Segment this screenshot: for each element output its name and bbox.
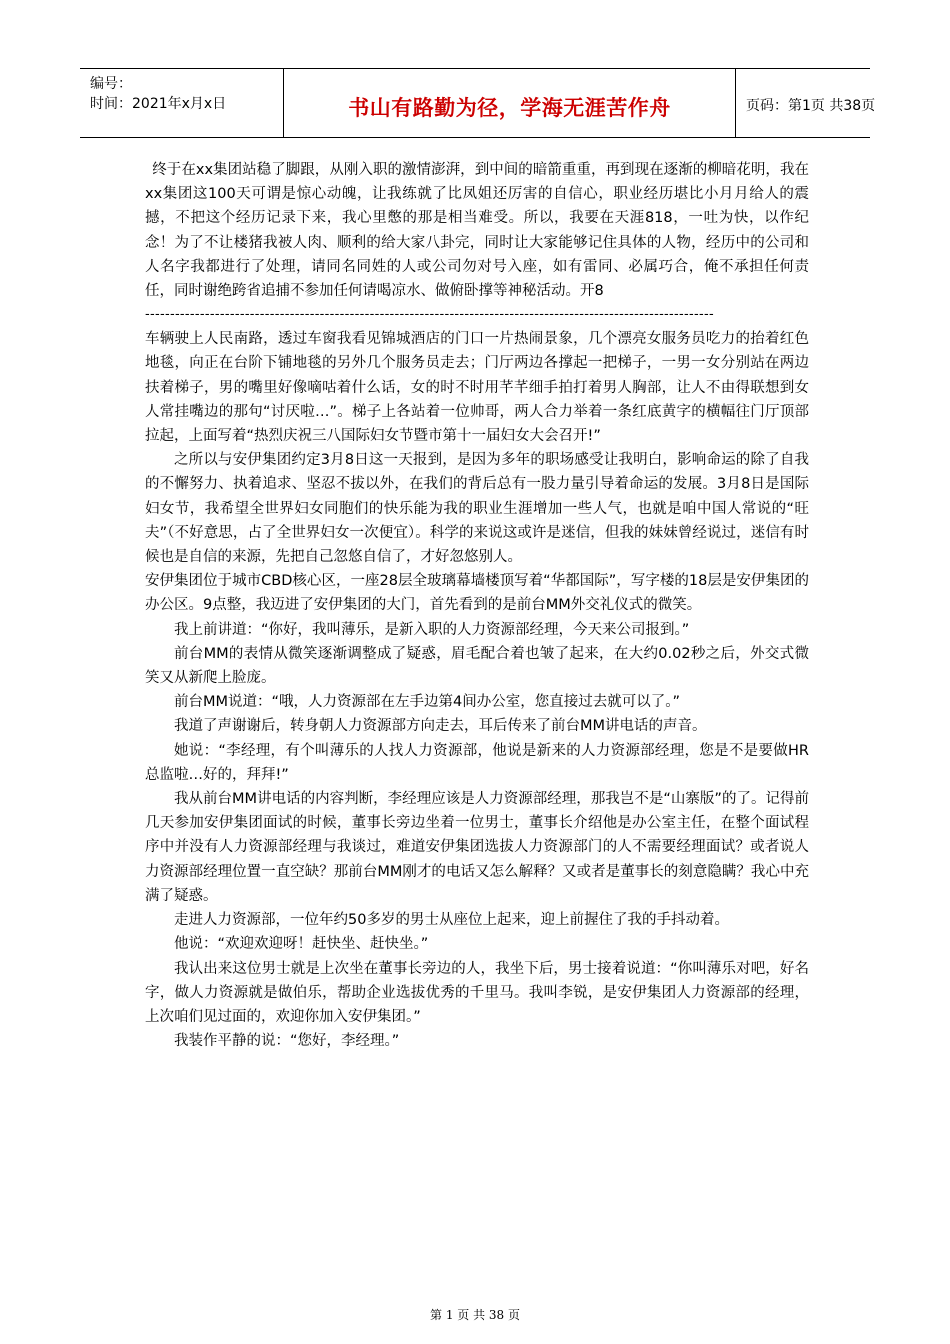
intro-paragraph: 终于在xx集团站稳了脚跟，从刚入职的激情澎湃，到中间的暗箭重重，再到现在逐渐的柳暗花明，我在xx集团这100天可谓是惊心动魄，让我练就了比凤姐还厉害的自信心，职业经历堪比小月月给人的震撼，不把这个经历记录下来，我心里憋的那是相当难受。所以，我要在天涯818，一吐为快，以作纪念！为了不让楼猪我被人肉、顺利的给大家八卦完，同时让大家能够记住具体的人物，经历中的公司和人名字我都进行了处理，请同名同姓的人或公司勿对号入座，如有雷同、必属巧合，俺不承担任何责任，同时谢绝跨省追捕不参加任何请喝凉水、做俯卧撑等神秘活动。开8 xyxy=(145,162,809,300)
header-left-cell xyxy=(80,69,283,137)
header-right-cell xyxy=(735,69,876,137)
paragraph-4: 我上前讲道：“你好，我叫薄乐，是新入职的人力资源部经理，今天来公司报到。” xyxy=(174,621,690,638)
page-header xyxy=(80,68,876,138)
paragraph-10: 走进人力资源部，一位年约50多岁的男士从座位上起来，迎上前握住了我的手抖动着。 xyxy=(174,912,729,929)
paragraph-7: 我道了声谢谢后，转身朝人力资源部方向走去，耳后传来了前台MM讲电话的声音。 xyxy=(174,718,707,735)
document-number-label: 编号： xyxy=(90,76,132,92)
document-date-label: 时间：2021年x月x日 xyxy=(90,96,227,112)
paragraph-13: 我装作平静的说：“您好，李经理。” xyxy=(174,1033,400,1050)
paragraph-6: 前台MM说道：“哦，人力资源部在左手边第4间办公室，您直接过去就可以了。” xyxy=(174,694,681,711)
paragraph-9: 我从前台MM讲电话的内容判断，李经理应该是人力资源部经理，那我岂不是“山寨版”的了。记得前几天参加安伊集团面试的时候，董事长旁边坐着一位男士，董事长介绍他是办公室主任，在整个面试程序中并没有人力资源部经理与我谈过，难道安伊集团选拔人力资源部门的人不需要经理面试？或者说人力资源部经理位置一直空缺？那前台MM刚才的电话又怎么解释？又或者是董事长的刻意隐瞒？我心中充满了疑惑。 xyxy=(145,791,809,904)
header-center-cell xyxy=(283,69,736,137)
paragraph-11: 他说：“欢迎欢迎呀！赶快坐、赶快坐。” xyxy=(174,936,429,953)
paragraph-2: 之所以与安伊集团约定3月8日这一天报到，是因为多年的职场感受让我明白，影响命运的除了自我的不懈努力、执着追求、坚忍不拔以外，在我们的背后总有一股力量引导着命运的发展。3月8日是国际妇女节，我希望全世界妇女同胞们的快乐能为我的职业生涯增加一些人气，也就是咱中国人常说的“旺夫”（不好意思，占了全世界妇女一次便宜）。科学的来说这或许是迷信，但我的妹妹曾经说过，迷信有时候也是自信的来源，先把自己忽悠自信了，才好忽悠别人。 xyxy=(145,452,809,566)
paragraph-1: 车辆驶上人民南路，透过车窗我看见锦城酒店的门口一片热闹景象，几个漂亮女服务员吃力的抬着红色地毯，向正在台阶下铺地毯的另外几个服务员走去；门厅两边各撑起一把梯子，一男一女分别站在两边扶着梯子，男的嘴里好像嘀咕着什么话，女的时不时用芊芊细手拍打着男人胸部，让人不由得联想到女人常挂嘴边的那句“讨厌啦…”。梯子上各站着一位帅哥，两人合力举着一条红底黄字的横幅往门厅顶部拉起，上面写着“热烈庆祝三八国际妇女节暨市第十一届妇女大会召开!” xyxy=(145,331,809,445)
page-footer: 第 1 页 共 38 页 xyxy=(430,1308,520,1322)
paragraph-8: 她说：“李经理，有个叫薄乐的人找人力资源部，他说是新来的人力资源部经理，您是不是要做HR总监啦…好的，拜拜!” xyxy=(145,742,809,783)
paragraph-12: 我认出来这位男士就是上次坐在董事长旁边的人，我坐下后，男士接着说道：“你叫薄乐对吧，好名字，做人力资源就是做伯乐，帮助企业选拔优秀的千里马。我叫李锐，是安伊集团人力资源部的经理，上次咱们见过面的，欢迎你加入安伊集团。” xyxy=(145,960,809,1025)
separator-line: ------------------------------------------------------------------------------------------------------------------ xyxy=(145,307,714,323)
paragraph-5: 前台MM的表情从微笑逐渐调整成了疑惑，眉毛配合着也皱了起来，在大约0.02秒之后，外交式微笑又从新爬上脸庞。 xyxy=(145,645,809,687)
header-motto: 书山有路勤为径，学海无涯苦作舟 xyxy=(348,96,671,120)
paragraph-3: 安伊集团位于城市CBD核心区，一座28层全玻璃幕墙楼顶写着“华都国际”，写字楼的18层是安伊集团的办公区。9点整，我迈进了安伊集团的大门，首先看到的是前台MM外交礼仪式的微笑。 xyxy=(145,573,809,614)
document-body xyxy=(145,158,809,1053)
header-page-number: 页码：第1页 共38页 xyxy=(746,98,876,114)
